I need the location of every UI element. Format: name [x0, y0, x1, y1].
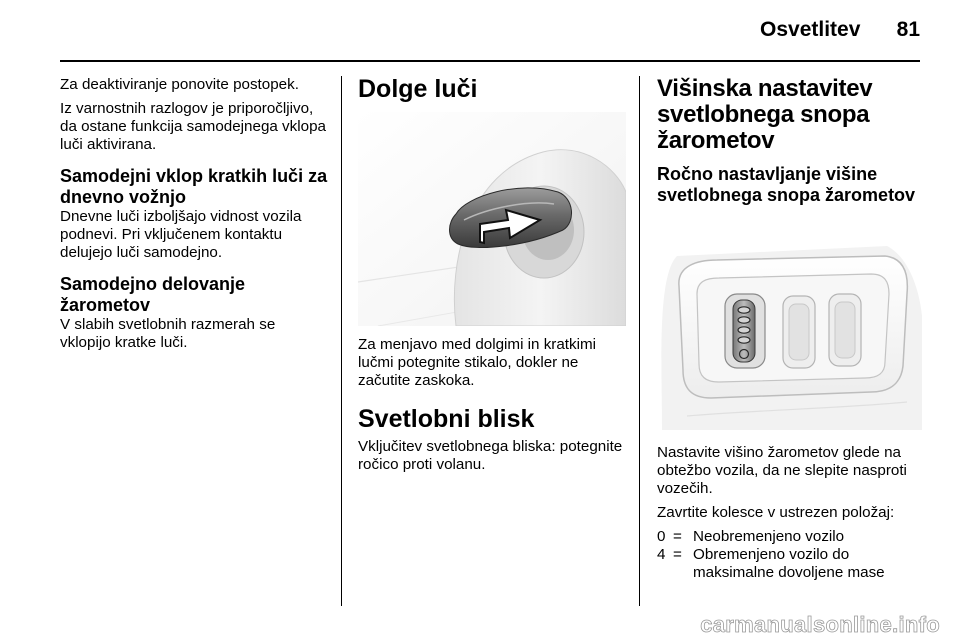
- header-rule: [60, 60, 920, 62]
- stalk-arrow-illustration: [358, 112, 626, 326]
- heading-manual-range: Ročno nastavljanje višine svetlobnega snopa žarometov: [657, 164, 916, 205]
- heading-headlight-range: Višinska nastavitev svetlobnega snopa žarometov: [657, 75, 873, 154]
- column-2: [358, 76, 626, 480]
- paragraph-low-light: V slabih svetlobnih razmerah se vklopijo kratke luči.: [60, 316, 276, 351]
- headlight-range-wheel-illustration: [657, 216, 922, 430]
- stalk-illustration-icon: [358, 112, 626, 326]
- paragraph-deactivate: Za deaktiviranje ponovite postopek.: [60, 76, 299, 93]
- list-item: [657, 546, 922, 582]
- heading-high-beam: Dolge luči: [358, 75, 478, 103]
- running-header-title: Osvetlitev: [760, 18, 861, 41]
- list-separator: =: [673, 546, 682, 563]
- paragraph-daytime-lights: Dnevne luči izboljšajo vidnost vozila podnevi. Pri vključenem kontaktu delujejo luči samodejno.: [60, 208, 302, 261]
- column-1: [60, 76, 330, 358]
- list-value: Neobremenjeno vozilo: [693, 528, 845, 545]
- column-divider-1: [341, 76, 342, 606]
- paragraph-safety: Iz varnostnih razlogov je priporočljivo, da ostane funkcija samodejnega vklopa luči aktivirana.: [60, 100, 326, 153]
- paragraph-turn-wheel: Zavrtite kolesce v ustrezen položaj:: [657, 504, 895, 521]
- list-value: Obremenjeno vozilo do maksimalne dovoljene mase: [693, 546, 885, 581]
- list-key: 0: [657, 528, 666, 545]
- heading-headlight-flash: Svetlobni blisk: [358, 405, 535, 433]
- column-3: [657, 76, 922, 582]
- watermark: carmanualsonline.info: [700, 612, 940, 637]
- list-separator: =: [673, 528, 682, 545]
- heading-auto-headlights: Samodejno delovanje žarometov: [60, 274, 246, 315]
- range-wheel-icon: [657, 216, 922, 430]
- page-number: 81: [896, 18, 920, 41]
- list-item: [657, 528, 922, 546]
- paragraph-headlight-flash: Vključitev svetlobnega bliska: potegnite ročico proti volanu.: [358, 438, 623, 473]
- column-divider-2: [639, 76, 640, 606]
- paragraph-high-beam: Za menjavo med dolgimi in kratkimi lučmi potegnite stikalo, dokler ne začutite zaskoka.: [358, 336, 597, 389]
- list-key: 4: [657, 546, 666, 563]
- position-list: [657, 528, 922, 582]
- heading-auto-low-beam: Samodejni vklop kratkih luči za dnevno vožnjo: [60, 166, 328, 207]
- paragraph-adjust-range: Nastavite višino žarometov glede na obtežbo vozila, da ne slepite nasproti vozečih.: [657, 444, 907, 497]
